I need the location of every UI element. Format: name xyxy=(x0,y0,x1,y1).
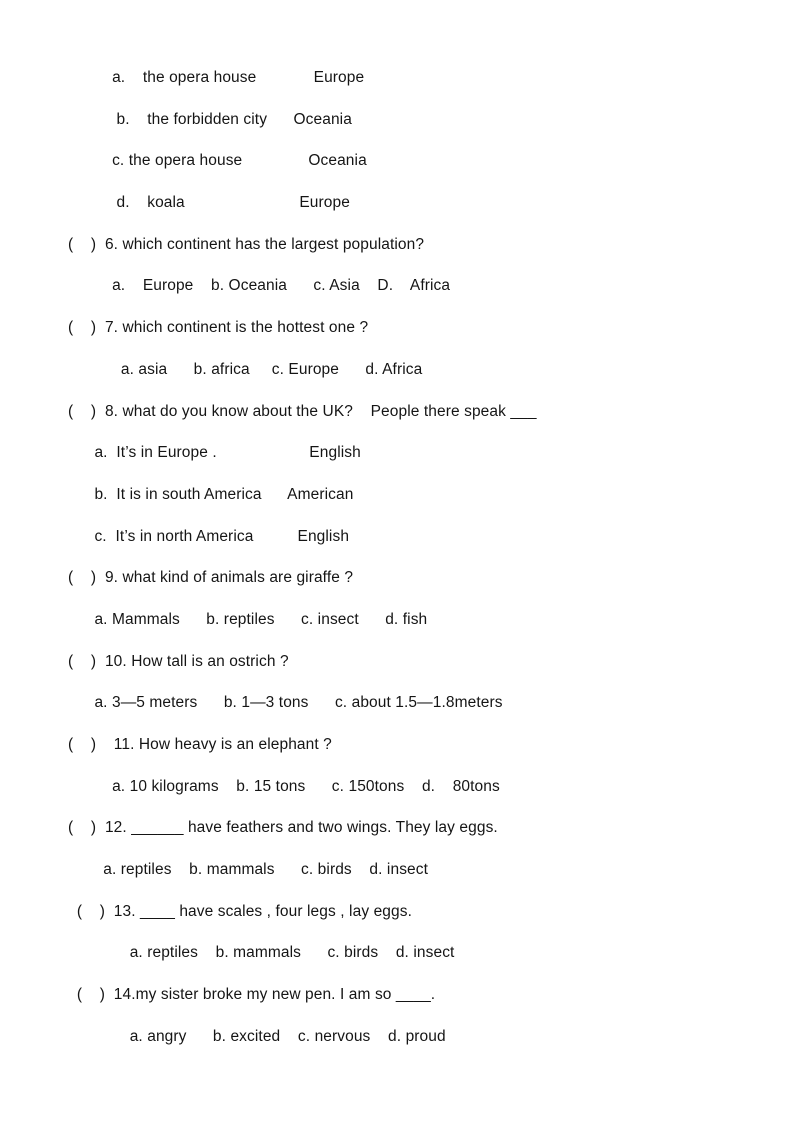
option-line: b. It is in south America American xyxy=(68,485,354,503)
question-line: ( ) 6. which continent has the largest population? xyxy=(68,235,425,253)
option-line: d. koala Europe xyxy=(68,194,350,212)
option-line: a. the opera house Europe xyxy=(68,69,365,86)
option-line: a. 3—5 meters b. 1—3 tons c. about 1.5—1.8meters xyxy=(68,694,503,712)
option-line: a. reptiles b. mammals c. birds d. insect xyxy=(68,861,429,879)
question-line: ( ) 12. ______ have feathers and two wings. They lay eggs. xyxy=(68,819,498,837)
question-line: ( ) 9. what kind of animals are giraffe ? xyxy=(68,569,354,587)
question-line: ( ) 11. How heavy is an elephant ? xyxy=(68,736,332,753)
question-line: ( ) 8. what do you know about the UK? People there speak ___ xyxy=(68,402,537,420)
option-line: a. angry b. excited c. nervous d. proud xyxy=(68,1027,446,1045)
option-line: a. reptiles b. mammals c. birds d. insect xyxy=(68,944,455,962)
option-line: b. the forbidden city Oceania xyxy=(68,110,352,128)
option-line: a. Europe b. Oceania c. Asia D. Africa xyxy=(68,277,451,295)
option-line: a. It’s in Europe . English xyxy=(68,444,361,462)
question-line: ( ) 10. How tall is an ostrich ? xyxy=(68,652,289,670)
option-line: a. 10 kilograms b. 15 tons c. 150tons d. 80tons xyxy=(68,777,500,795)
question-line: ( ) 14.my sister broke my new pen. I am so ____. xyxy=(68,986,436,1004)
question-line: ( ) 13. ____ have scales , four legs , lay eggs. xyxy=(68,902,412,920)
option-line: c. It’s in north America English xyxy=(68,527,350,545)
question-line: ( ) 7. which continent is the hottest one ? xyxy=(68,319,369,337)
option-line: a. Mammals b. reptiles c. insect d. fish xyxy=(68,610,428,628)
option-line: c. the opera house Oceania xyxy=(68,152,367,170)
option-line: a. asia b. africa c. Europe d. Africa xyxy=(68,360,423,378)
